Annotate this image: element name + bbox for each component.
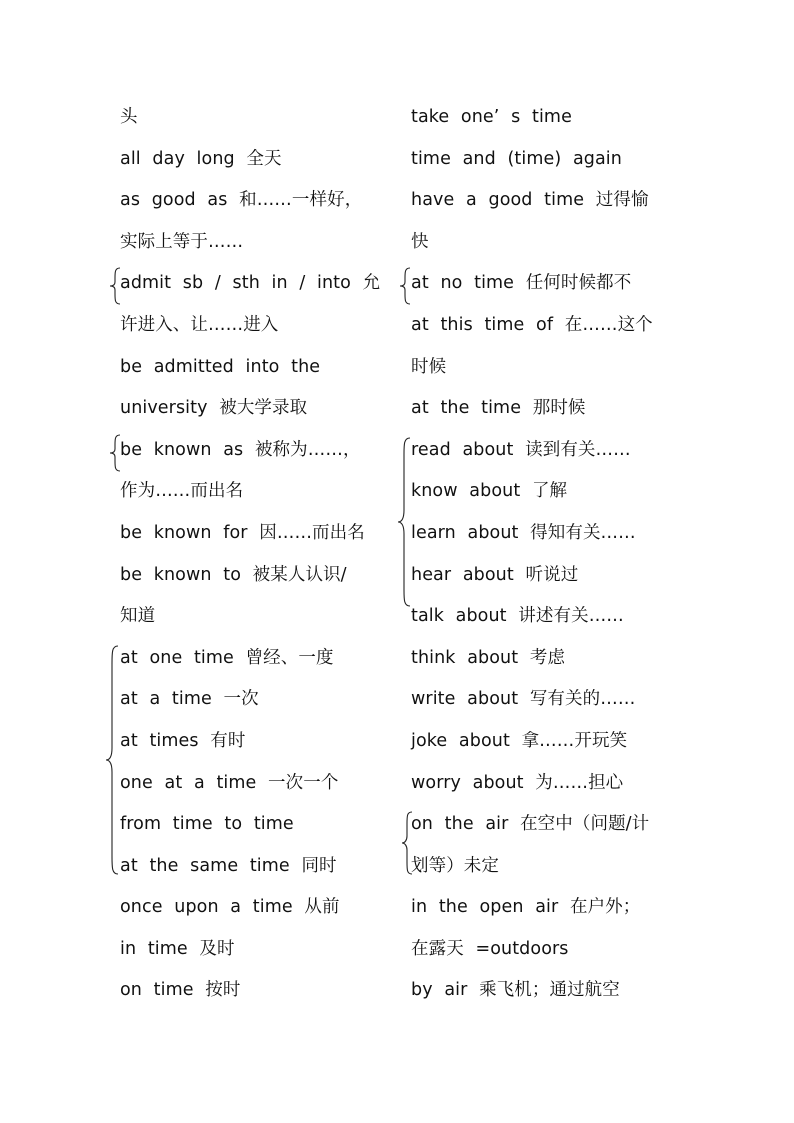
brace-known-group bbox=[108, 433, 122, 473]
right-line-10: know about 了解 bbox=[411, 481, 568, 502]
right-line-16: joke about 拿……开玩笑 bbox=[411, 730, 628, 751]
brace-about-group bbox=[396, 436, 412, 608]
left-line-7: be admitted into the bbox=[120, 356, 321, 377]
right-line-18: on the air 在空中（问题/计 bbox=[411, 814, 650, 835]
right-line-15: write about 写有关的…… bbox=[411, 689, 636, 710]
right-line-8: at the time 那时候 bbox=[411, 398, 586, 419]
left-line-16: at times 有时 bbox=[120, 730, 246, 751]
right-line-21: 在露天 =outdoors bbox=[411, 938, 569, 959]
right-line-9: read about 读到有关…… bbox=[411, 439, 631, 460]
right-column bbox=[411, 97, 677, 1012]
brace-air-group bbox=[400, 810, 414, 876]
left-line-12: be known to 被某人认识/ bbox=[120, 564, 347, 585]
right-line-14: think about 考虑 bbox=[411, 647, 566, 668]
right-line-12: hear about 听说过 bbox=[411, 564, 579, 585]
left-line-15: at a time 一次 bbox=[120, 689, 259, 710]
right-line-19: 划等）未定 bbox=[411, 855, 499, 876]
left-line-3: as good as 和……一样好， bbox=[120, 190, 363, 211]
right-line-7: 时候 bbox=[411, 356, 447, 377]
right-line-22: by air 乘飞机；通过航空 bbox=[411, 980, 620, 1001]
left-line-8: university 被大学录取 bbox=[120, 398, 308, 419]
right-line-1: take one’ s time bbox=[411, 107, 572, 127]
left-line-22: on time 按时 bbox=[120, 980, 241, 1001]
left-line-6: 许进入、让……进入 bbox=[120, 314, 279, 335]
brace-admit-group bbox=[108, 266, 122, 306]
right-line-11: learn about 得知有关…… bbox=[411, 522, 636, 543]
right-line-5: at no time 任何时候都不 bbox=[411, 273, 632, 294]
right-line-17: worry about 为……担心 bbox=[411, 772, 624, 793]
left-line-5: admit sb / sth in / into 允 bbox=[120, 273, 381, 294]
right-line-13: talk about 讲述有关…… bbox=[411, 606, 624, 627]
left-line-17: one at a time 一次一个 bbox=[120, 772, 339, 793]
left-line-20: once upon a time 从前 bbox=[120, 897, 340, 918]
left-line-9: be known as 被称为……， bbox=[120, 439, 361, 460]
left-line-19: at the same time 同时 bbox=[120, 855, 337, 876]
left-line-11: be known for 因……而出名 bbox=[120, 522, 365, 543]
left-line-18: from time to time bbox=[120, 814, 294, 835]
left-line-1: 头 bbox=[120, 107, 138, 127]
right-line-20: in the open air 在户外； bbox=[411, 897, 641, 918]
right-line-2: time and (time) again bbox=[411, 148, 622, 169]
left-line-10: 作为……而出名 bbox=[120, 481, 244, 502]
left-line-4: 实际上等于…… bbox=[120, 231, 244, 252]
left-column bbox=[120, 97, 382, 1012]
brace-time-group bbox=[104, 644, 120, 876]
left-line-2: all day long 全天 bbox=[120, 148, 282, 169]
left-line-21: in time 及时 bbox=[120, 938, 235, 959]
right-line-3: have a good time 过得愉 bbox=[411, 190, 649, 211]
right-line-4: 快 bbox=[411, 231, 429, 252]
brace-at-no-time-group bbox=[398, 266, 412, 306]
left-line-14: at one time 曾经、一度 bbox=[120, 647, 334, 668]
left-line-13: 知道 bbox=[120, 606, 156, 627]
right-line-6: at this time of 在……这个 bbox=[411, 314, 653, 335]
